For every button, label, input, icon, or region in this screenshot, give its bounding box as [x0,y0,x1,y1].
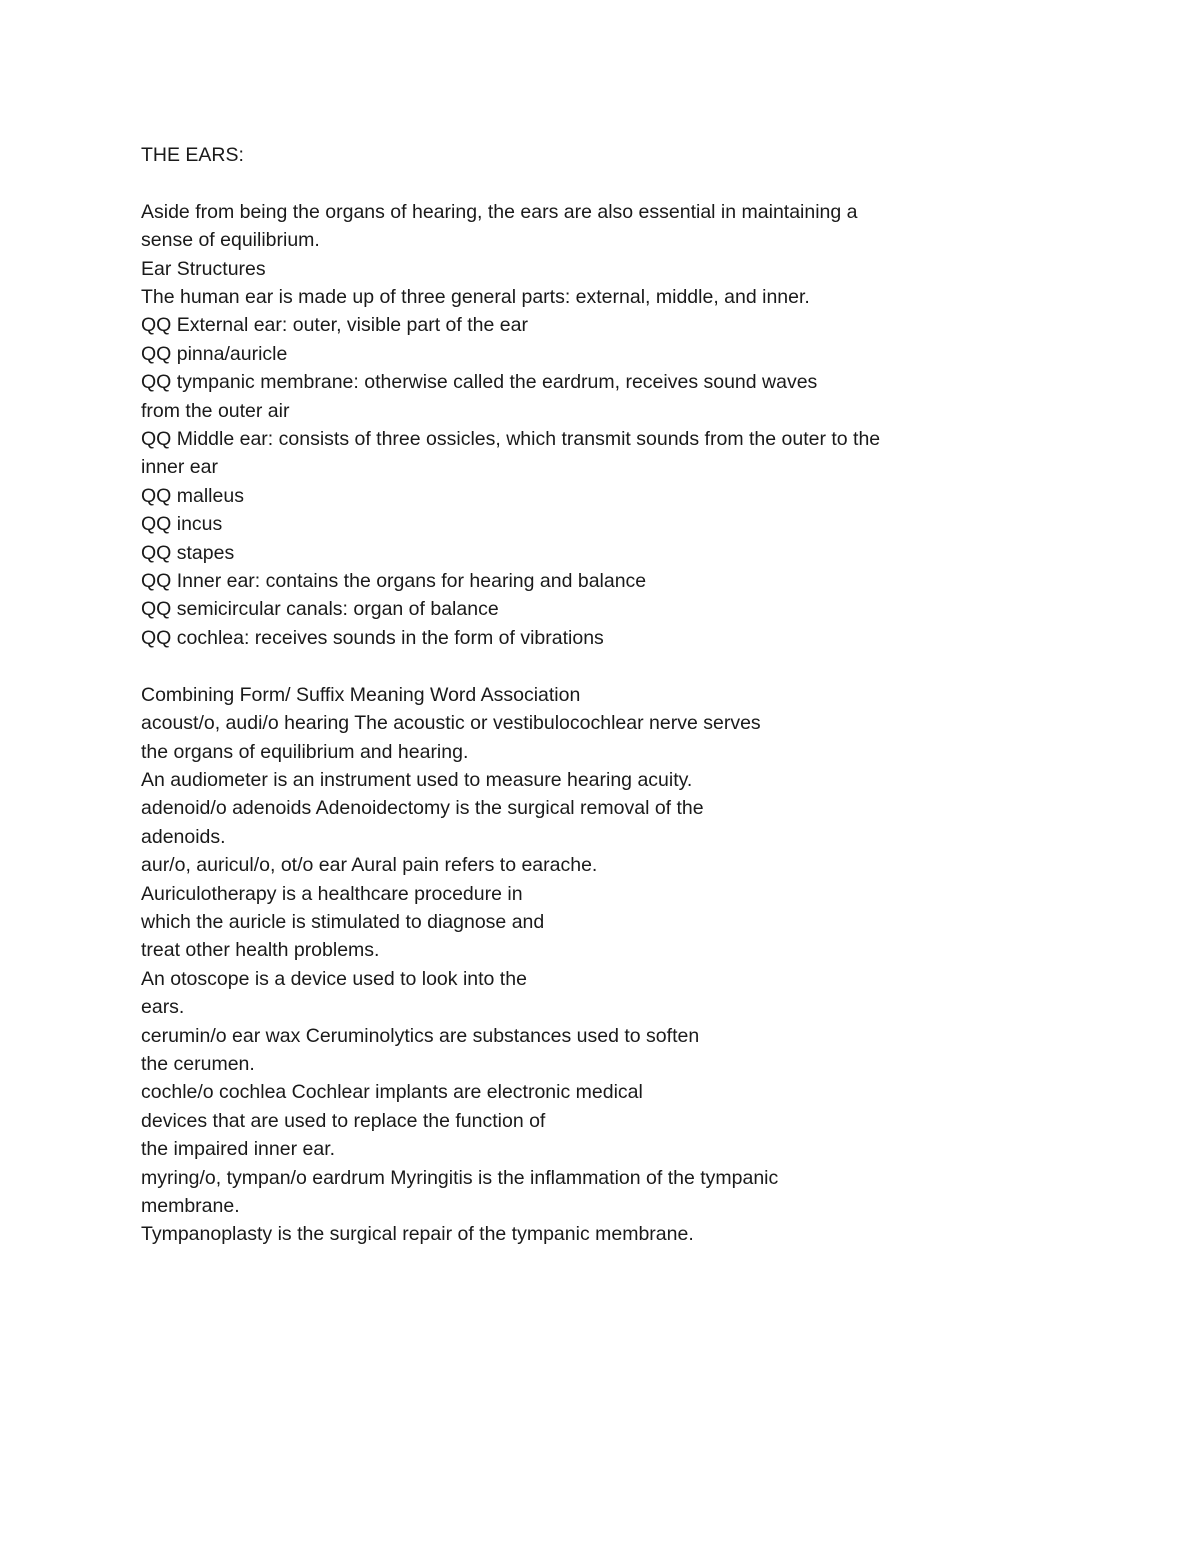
text-line: devices that are used to replace the function of [141,1109,546,1132]
text-line: myring/o, tympan/o eardrum Myringitis is the inflammation of the tympanic [141,1166,779,1189]
text-line: An otoscope is a device used to look into the [141,967,527,990]
text-line: Tympanoplasty is the surgical repair of the tympanic membrane. [141,1223,694,1246]
list-item: QQ tympanic membrane: otherwise called the eardrum, receives sound waves [141,371,818,394]
list-item: QQ External ear: outer, visible part of the ear [141,314,528,337]
intro-section [141,198,1101,653]
text-line: acoust/o, audi/o hearing The acoustic or vestibulocochlear nerve serves [141,712,761,735]
list-item: QQ pinna/auricle [141,342,288,365]
text-line: The human ear is made up of three general parts: external, middle, and inner. [141,286,810,309]
list-item-continuation: from the outer air [141,399,290,422]
text-line: aur/o, auricul/o, ot/o ear Aural pain refers to earache. [141,854,598,877]
text-line: the cerumen. [141,1052,255,1075]
text-line: which the auricle is stimulated to diagnose and [141,910,545,933]
blank-line [141,169,1101,197]
text-line: An audiometer is an instrument used to measure hearing acuity. [141,768,693,791]
text-line: treat other health problems. [141,939,380,962]
list-item: QQ malleus [141,484,244,507]
list-item: QQ stapes [141,541,235,564]
text-line: sense of equilibrium. [141,229,320,252]
text-line: the organs of equilibrium and hearing. [141,740,469,763]
text-line: ears. [141,996,185,1019]
document-body [141,141,1101,1249]
terminology-section [141,681,1101,1249]
text-line: membrane. [141,1195,240,1217]
list-item: QQ incus [141,513,223,536]
text-line: the impaired inner ear. [141,1138,336,1161]
text-line: cochle/o cochlea Cochlear implants are electronic medical [141,1081,643,1104]
list-item: QQ Inner ear: contains the organs for hearing and balance [141,570,647,593]
section-heading: Ear Structures [141,257,266,280]
text-line: cerumin/o ear wax Ceruminolytics are substances used to soften [141,1024,700,1047]
list-item: QQ cochlea: receives sounds in the form of vibrations [141,626,604,649]
text-line: Auriculotherapy is a healthcare procedure in [141,882,523,905]
list-item: QQ Middle ear: consists of three ossicles, which transmit sounds from the outer to the [141,428,881,451]
list-item-continuation: inner ear [141,456,218,479]
table-header-line: Combining Form/ Suffix Meaning Word Association [141,683,581,706]
list-item: QQ semicircular canals: organ of balance [141,598,499,621]
text-line: Aside from being the organs of hearing, the ears are also essential in maintaining a [141,200,858,223]
blank-line [141,652,1101,680]
text-line: adenoids. [141,825,226,848]
page-title: THE EARS: [141,144,244,166]
text-line: adenoid/o adenoids Adenoidectomy is the surgical removal of the [141,797,704,820]
